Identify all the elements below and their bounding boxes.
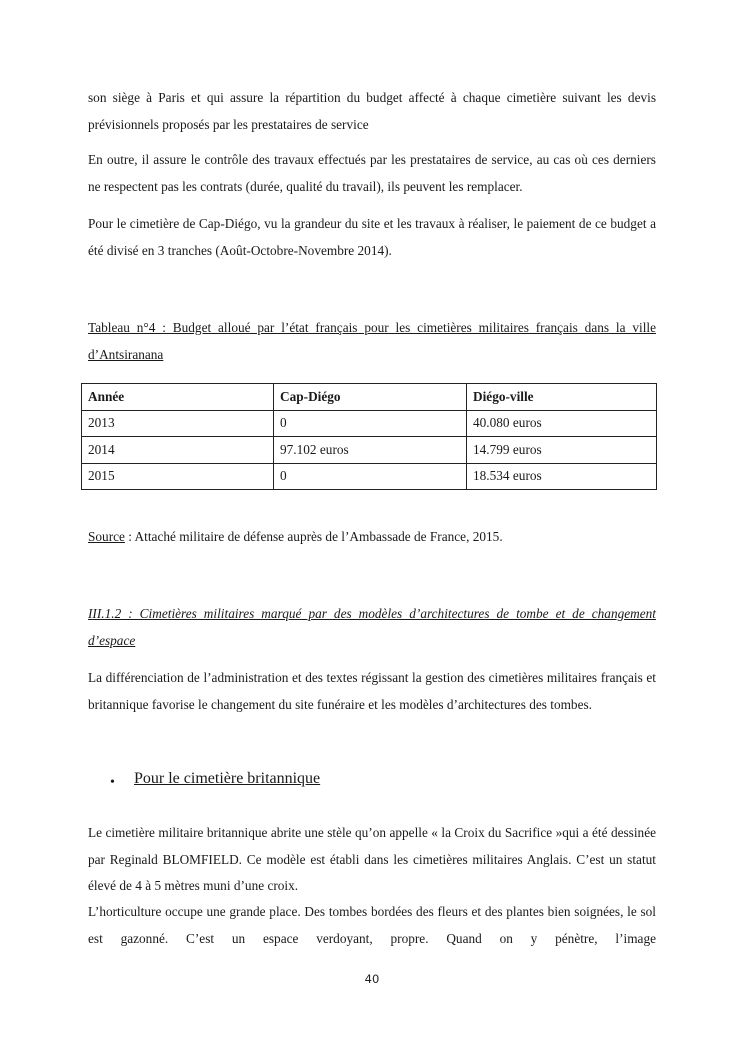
budget-table (81, 383, 657, 490)
table-source (88, 524, 656, 551)
cell-year: 2013 (82, 410, 274, 437)
section-heading: III.1.2 : Cimetières militaires marqué par des modèles d’architectures de tombe et de changement d’espace (88, 606, 656, 648)
paragraph-works-control: En outre, il assure le contrôle des travaux effectués par les prestataires de service, au cas où ces derniers ne respectent pas les contrats (durée, qualité du travail), ils peuvent les remplacer. (88, 152, 656, 194)
cell-cap-diego: 97.102 euros (274, 437, 467, 464)
table-caption: Tableau n°4 : Budget alloué par l’état français pour les cimetières militaires français dans la ville d’Antsiranana (88, 320, 656, 362)
table-header-row (82, 384, 657, 411)
cell-diego-ville: 14.799 euros (467, 437, 657, 464)
cell-diego-ville: 40.080 euros (467, 410, 657, 437)
header-cap-diego: Cap-Diégo (274, 384, 467, 411)
table-row (82, 437, 657, 464)
source-label: Source (88, 529, 125, 544)
bullet-text: Pour le cimetière britannique (134, 770, 321, 787)
page-number: 40 (364, 972, 380, 986)
cell-cap-diego: 0 (274, 463, 467, 490)
paragraph-payment-tranches: Pour le cimetière de Cap-Diégo, vu la grandeur du site et les travaux à réaliser, le paiement de ce budget a été divisé en 3 tranches (Août-Octobre-Novembre 2014). (88, 216, 656, 258)
cell-cap-diego: 0 (274, 410, 467, 437)
header-year: Année (82, 384, 274, 411)
bullet-icon: • (110, 775, 115, 790)
paragraph-differentiation: La différenciation de l’administration et des textes régissant la gestion des cimetières militaires français et britannique favorise le changement du site funéraire et les modèles d’architectures des tombes. (88, 670, 656, 712)
bullet-item (110, 770, 656, 796)
paragraph-horticulture: L’horticulture occupe une grande place. Des tombes bordées des fleurs et des plantes bien soignées, le sol est gazonné. C’est un espace verdoyant, propre. Quand on y pénètre, l’image (88, 904, 656, 946)
header-diego-ville: Diégo-ville (467, 384, 657, 411)
cell-year: 2015 (82, 463, 274, 490)
table-row (82, 410, 657, 437)
paragraph-cross-of-sacrifice: Le cimetière militaire britannique abrite une stèle qu’on appelle « la Croix du Sacrifice »qui a été dessinée par Reginald BLOMFIELD. Ce modèle est établi dans les cimetières militaires Anglais. C’est un statut élevé de 4 à 5 mètres muni d’une croix. (88, 825, 656, 893)
cell-diego-ville: 18.534 euros (467, 463, 657, 490)
paragraph-budget-distribution: son siège à Paris et qui assure la répartition du budget affecté à chaque cimetière suivant les devis prévisionnels proposés par les prestataires de service (88, 90, 656, 132)
cell-year: 2014 (82, 437, 274, 464)
table-row (82, 463, 657, 490)
source-text: : Attaché militaire de défense auprès de l’Ambassade de France, 2015. (124, 529, 503, 544)
